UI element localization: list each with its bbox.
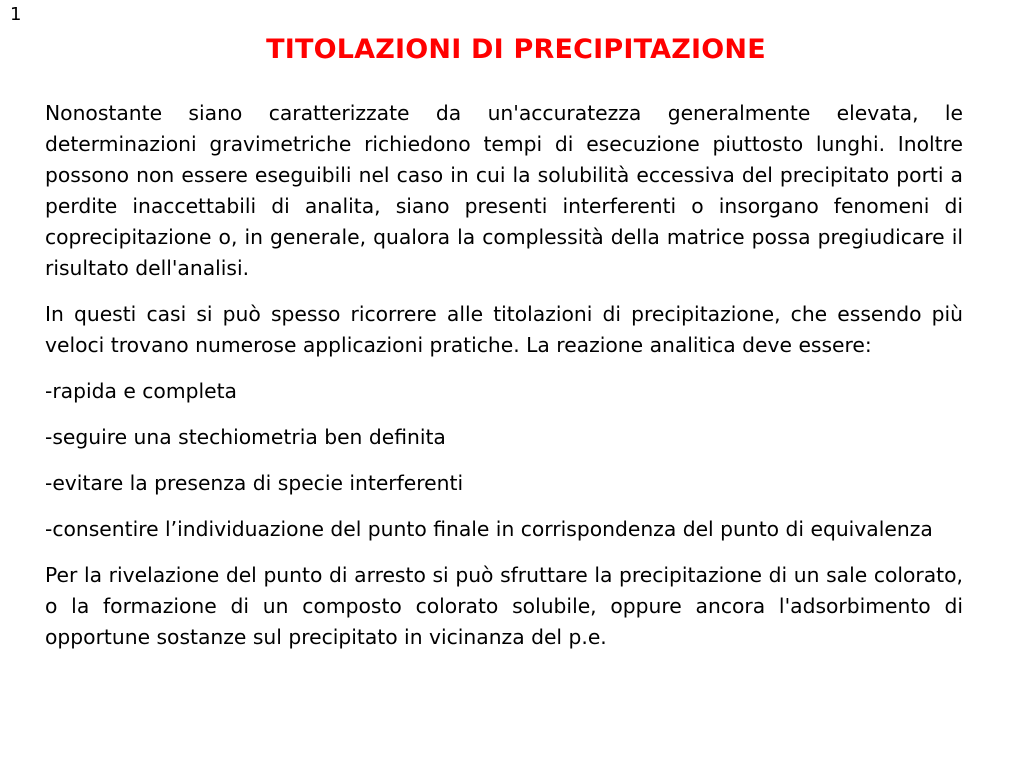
requirement-item: -rapida e completa xyxy=(45,379,237,403)
page-number: 1 xyxy=(10,4,22,25)
requirement-item: -consentire l’individuazione del punto finale in corrispondenza del punto di equivalenza xyxy=(45,517,933,541)
requirement-item: -seguire una stechiometria ben definita xyxy=(45,425,446,449)
endpoint-detection-paragraph: Per la rivelazione del punto di arresto si può sfruttare la precipitazione di un sale colorato, o la formazione di un composto colorato solubile, oppure ancora l'adsorbimento di opportune sostanze sul precipitato in vicinanza del p.e. xyxy=(45,563,963,649)
precipitation-titration-paragraph: In questi casi si può spesso ricorrere alle titolazioni di precipitazione, che essendo più veloci trovano numerose applicazioni pratiche. La reazione analitica deve essere: xyxy=(45,302,963,357)
requirement-item: -evitare la presenza di specie interferenti xyxy=(45,471,464,495)
intro-paragraph: Nonostante siano caratterizzate da un'accuratezza generalmente elevata, le determinazioni gravimetriche richiedono tempi di esecuzione piuttosto lunghi. Inoltre possono non essere eseguibili nel caso in cui la solubilità eccessiva del precipitato porti a perdite inaccettabili di analita, siano presenti interferenti o insorgano fenomeni di coprecipitazione o, in generale, qualora la complessità della matrice possa pregiudicare il risultato dell'analisi. xyxy=(45,101,963,280)
slide-body xyxy=(45,98,963,668)
slide-title: TITOLAZIONI DI PRECIPITAZIONE xyxy=(266,34,766,65)
